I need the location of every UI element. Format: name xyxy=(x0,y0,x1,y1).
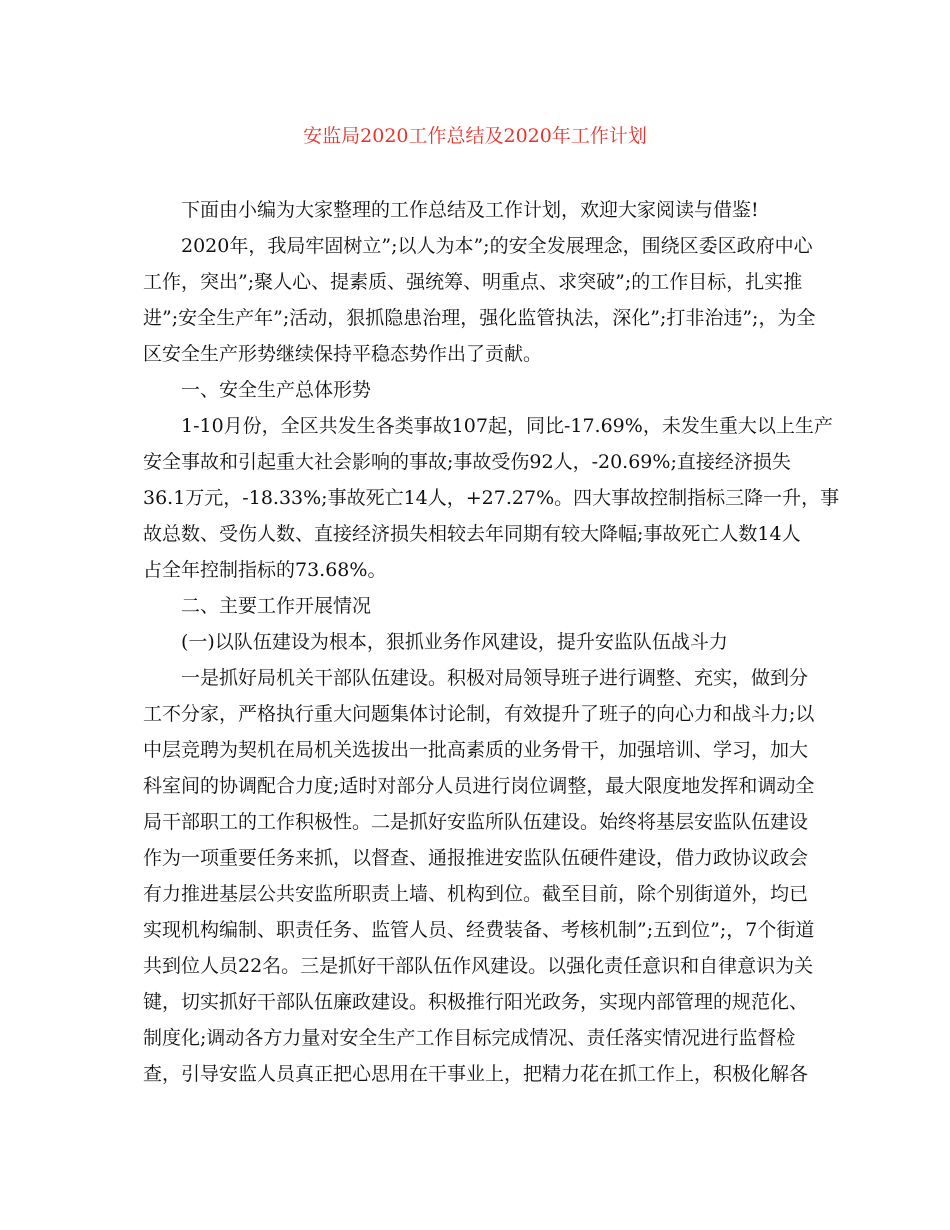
paragraph-line: 有力推进基层公共安监所职责上墙、机构到位。截至目前，除个别街道外，均已 xyxy=(143,883,809,905)
paragraph-line: 36.1万元，-18.33%;事故死亡14人，+27.27%。四大事故控制指标三降一升，事 xyxy=(143,487,840,509)
paragraph-intro: 下面由小编为大家整理的工作总结及工作计划，欢迎大家阅读与借鉴! xyxy=(181,199,759,221)
paragraph-line: 工作，突出”;聚人心、提素质、强统筹、明重点、求突破”;的工作目标，扎实推 xyxy=(143,271,803,293)
paragraph-line: 科室间的协调配合力度;适时对部分人员进行岗位调整，最大限度地发挥和调动全 xyxy=(143,775,815,797)
section-heading: 二、主要工作开展情况 xyxy=(181,595,372,617)
paragraph-line: 区安全生产形势继续保持平稳态势作出了贡献。 xyxy=(143,343,543,365)
paragraph-line: 安全事故和引起重大社会影响的事故;事故受伤92人，-20.69%;直接经济损失 xyxy=(143,451,791,473)
paragraph-line: 占全年控制指标的73.68%。 xyxy=(143,559,387,581)
paragraph-line: 键，切实抓好干部队伍廉政建设。积极推行阳光政务，实现内部管理的规范化、 xyxy=(143,991,809,1013)
subsection-heading: (一)以队伍建设为根本，狠抓业务作风建设，提升安监队伍战斗力 xyxy=(181,631,728,653)
paragraph-line: 故总数、受伤人数、直接经济损失相较去年同期有较大降幅;事故死亡人数14人 xyxy=(143,523,801,545)
paragraph-line: 制度化;调动各方力量对安全生产工作目标完成情况、责任落实情况进行监督检 xyxy=(143,1027,796,1049)
paragraph-line: 实现机构编制、职责任务、监管人员、经费装备、考核机制”;五到位”;，7个街道 xyxy=(143,919,815,941)
paragraph-line: 局干部职工的工作积极性。二是抓好安监所队伍建设。始终将基层安监队伍建设 xyxy=(143,811,809,833)
paragraph-line: 一是抓好局机关干部队伍建设。积极对局领导班子进行调整、充实，做到分 xyxy=(181,667,809,689)
paragraph-line: 共到位人员22名。三是抓好干部队伍作风建设。以强化责任意识和自律意识为关 xyxy=(143,955,814,977)
section-heading: 一、安全生产总体形势 xyxy=(181,379,372,401)
paragraph-line: 查，引导安监人员真正把心思用在干事业上，把精力花在抓工作上，积极化解各 xyxy=(143,1063,809,1085)
paragraph-line: 中层竞聘为契机在局机关选拔出一批高素质的业务骨干，加强培训、学习，加大 xyxy=(143,739,809,761)
paragraph-line: 进”;安全生产年”;活动，狠抓隐患治理，强化监管执法，深化”;打非治违”;，为全 xyxy=(143,307,816,329)
paragraph-line: 1-10月份，全区共发生各类事故107起，同比-17.69%，未发生重大以上生产 xyxy=(181,415,833,437)
paragraph-line: 作为一项重要任务来抓，以督查、通报推进安监队伍硬件建设，借力政协议政会 xyxy=(143,847,809,869)
paragraph-line: 2020年，我局牢固树立”;以人为本”;的安全发展理念，围绕区委区政府中心 xyxy=(181,235,813,257)
paragraph-line: 工不分家，严格执行重大问题集体讨论制，有效提升了班子的向心力和战斗力;以 xyxy=(143,703,815,725)
document-title: 安监局2020工作总结及2020年工作计划 xyxy=(303,125,647,147)
